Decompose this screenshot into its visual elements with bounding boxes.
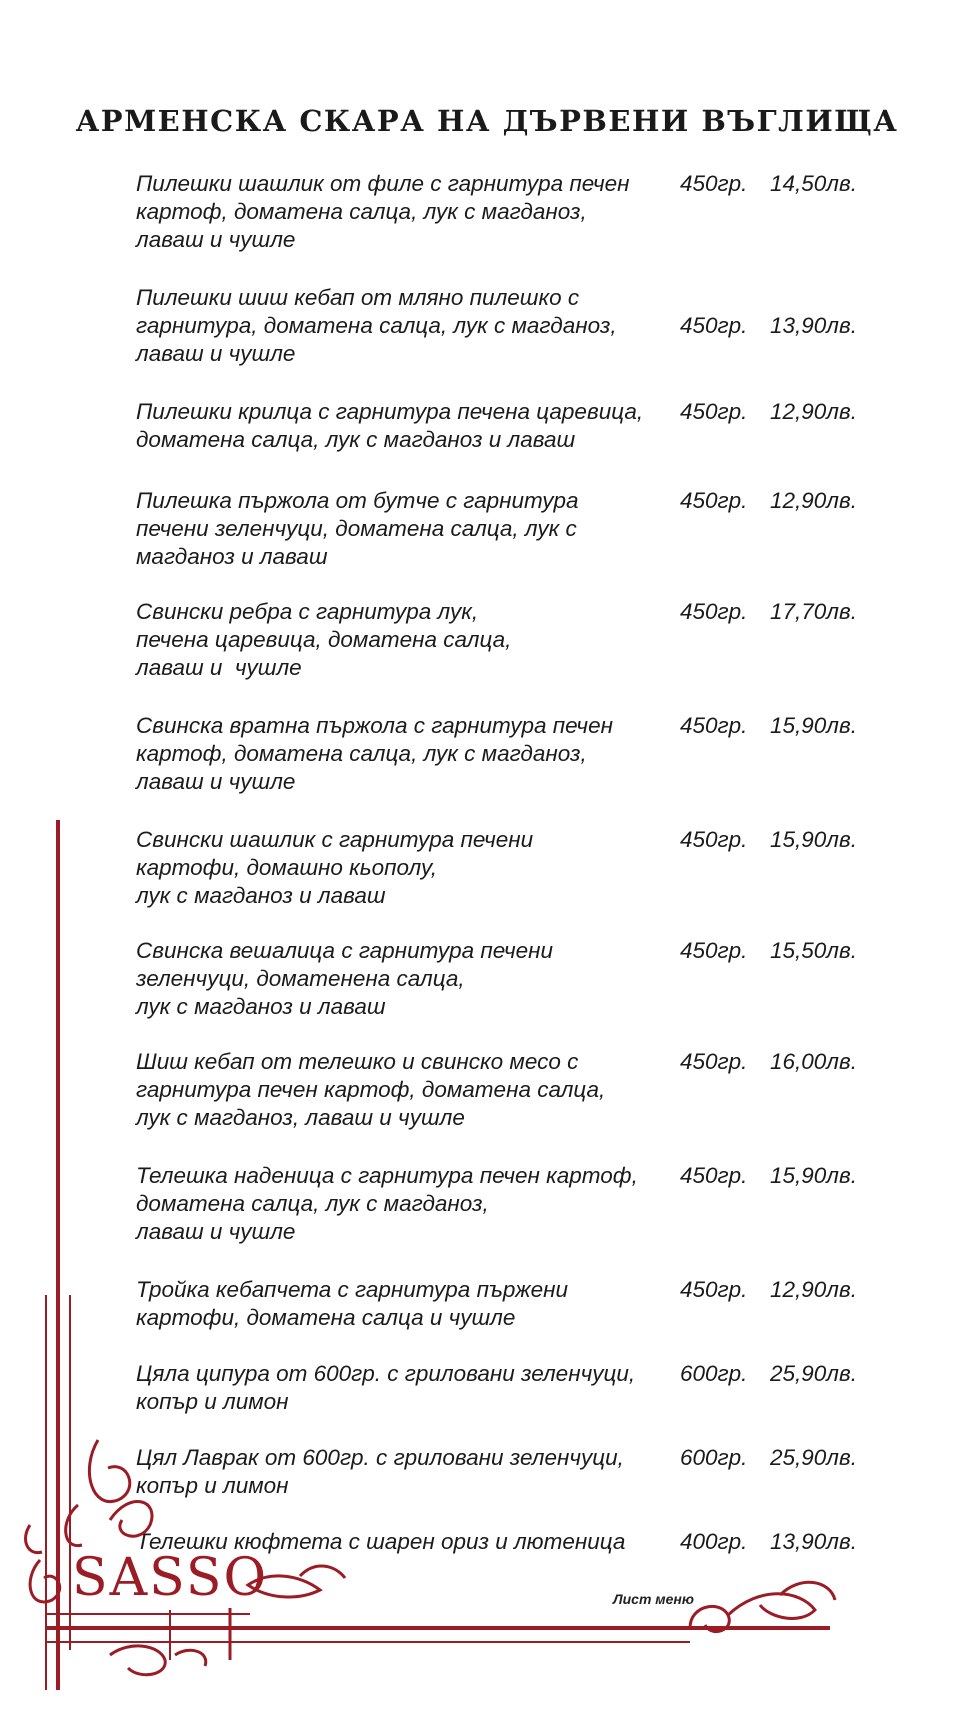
menu-item-price: 25,90лв. <box>770 1361 857 1386</box>
menu-item-description-line: Свинска вратна пържола с гарнитура печен <box>136 713 613 738</box>
menu-item-description-line: Свинска вешалица с гарнитура печени <box>136 938 554 963</box>
menu-item-description-line: Пилешки крилца с гарнитура печена царевица, <box>136 399 644 424</box>
menu-item-weight: 450гр. <box>680 599 748 624</box>
menu-item-description-line: Пилешка пържола от бутче с гарнитура <box>136 488 579 513</box>
menu-item-description-line: картоф, доматена салца, лук с магданоз, <box>136 741 587 766</box>
menu-item-price: 15,90лв. <box>770 713 857 738</box>
menu-item-weight: 600гр. <box>680 1361 748 1386</box>
menu-item-description-line: картофи, доматена салца и чушле <box>136 1305 516 1330</box>
menu-item-description-line: гарнитура, доматена салца, лук с магданоз, <box>136 313 617 338</box>
menu-item-description-line: гарнитура печен картоф, доматена салца, <box>136 1077 606 1102</box>
menu-item-description-line: лаваш и чушле <box>136 341 296 366</box>
menu-item-weight: 450гр. <box>680 938 748 963</box>
menu-item-description-line: Цяла ципура от 600гр. с гриловани зеленчуци, <box>136 1361 636 1386</box>
menu-item-weight: 600гр. <box>680 1445 748 1470</box>
menu-item-price: 12,90лв. <box>770 488 857 513</box>
menu-item-price: 25,90лв. <box>770 1445 857 1470</box>
menu-item-description-line: печени зеленчуци, доматена салца, лук с <box>136 516 577 541</box>
menu-item-price: 12,90лв. <box>770 1277 857 1302</box>
menu-item-description-line: лук с магданоз и лаваш <box>136 994 386 1019</box>
menu-item-description-line: доматена салца, лук с магданоз и лаваш <box>136 427 576 452</box>
menu-item-weight: 450гр. <box>680 171 748 196</box>
page-title: АРМЕНСКА СКАРА НА ДЪРВЕНИ ВЪГЛИЩА <box>75 104 899 138</box>
menu-item-description-line: лаваш и чушле <box>136 1219 296 1244</box>
menu-item-weight: 450гр. <box>680 488 748 513</box>
menu-item-description-line: Свински ребра с гарнитура лук, <box>136 599 479 624</box>
menu-item-description-line: Тройка кебапчета с гарнитура пържени <box>136 1277 569 1302</box>
menu-item-description-line: лук с магданоз и лаваш <box>136 883 386 908</box>
menu-item-description-line: доматена салца, лук с магданоз, <box>136 1191 489 1216</box>
menu-item-description-line: картоф, доматена салца, лук с магданоз, <box>136 199 587 224</box>
menu-item-weight: 450гр. <box>680 1163 748 1188</box>
menu-item-description-line: зеленчуци, доматенена салца, <box>136 966 465 991</box>
menu-item-description-line: Телешки кюфтета с шарен ориз и лютеница <box>136 1529 626 1554</box>
menu-item-price: 17,70лв. <box>770 599 857 624</box>
menu-item-weight: 450гр. <box>680 399 748 424</box>
menu-item-description-line: лаваш и чушле <box>136 655 302 680</box>
menu-item-description-line: Свински шашлик с гарнитура печени <box>136 827 534 852</box>
menu-item-weight: 450гр. <box>680 713 748 738</box>
menu-item-description-line: Пилешки шашлик от филе с гарнитура печен <box>136 171 630 196</box>
menu-item-description-line: печена царевица, доматена салца, <box>136 627 512 652</box>
menu-item-weight: 450гр. <box>680 1277 748 1302</box>
menu-item-price: 12,90лв. <box>770 399 857 424</box>
menu-item-description-line: лаваш и чушле <box>136 227 296 252</box>
menu-item-price: 13,90лв. <box>770 1529 857 1554</box>
footer-label: Лист меню <box>613 1591 694 1607</box>
menu-item-weight: 400гр. <box>680 1529 748 1554</box>
menu-item-price: 15,90лв. <box>770 827 857 852</box>
menu-item-description-line: магданоз и лаваш <box>136 544 328 569</box>
menu-item-description-line: копър и лимон <box>136 1389 289 1414</box>
menu-item-weight: 450гр. <box>680 313 748 338</box>
menu-item-weight: 450гр. <box>680 1049 748 1074</box>
menu-item-price: 16,00лв. <box>770 1049 857 1074</box>
menu-item-description-line: Телешка наденица с гарнитура печен картоф, <box>136 1163 638 1188</box>
menu-item-description-line: лук с магданоз, лаваш и чушле <box>136 1105 465 1130</box>
menu-item-price: 14,50лв. <box>770 171 857 196</box>
menu-item-description-line: картофи, домашно кьополу, <box>136 855 437 880</box>
menu-item-weight: 450гр. <box>680 827 748 852</box>
menu-item-description-line: Пилешки шиш кебап от мляно пилешко с <box>136 285 580 310</box>
menu-item-price: 15,90лв. <box>770 1163 857 1188</box>
menu-item-description-line: лаваш и чушле <box>136 769 296 794</box>
menu-item-price: 15,50лв. <box>770 938 857 963</box>
menu-item-description-line: Шиш кебап от телешко и свинско месо с <box>136 1049 579 1074</box>
menu-item-description-line: Цял Лаврак от 600гр. с гриловани зеленчуци, <box>136 1445 624 1470</box>
menu-item-description-line: копър и лимон <box>136 1473 289 1498</box>
menu-item-price: 13,90лв. <box>770 313 857 338</box>
logo: SASSO <box>72 1548 269 1608</box>
